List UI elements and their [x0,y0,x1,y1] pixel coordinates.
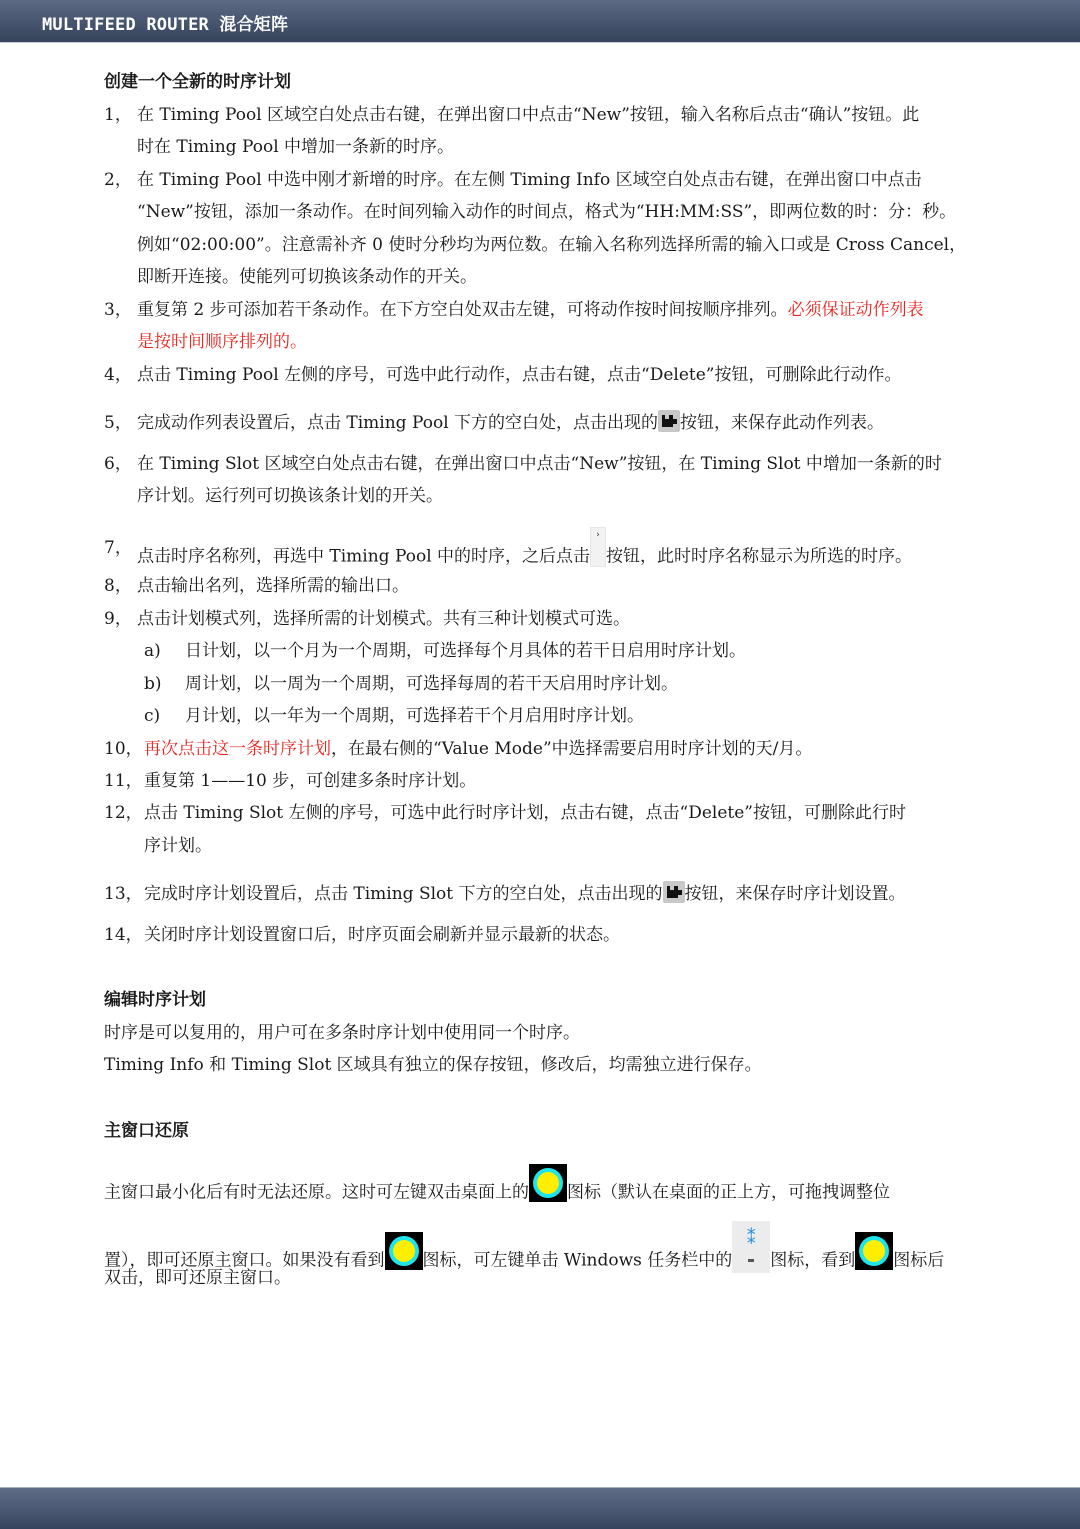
sub-label-a: a) [144,641,161,661]
step-number-2: 2， [104,170,132,190]
step-number-11: 11， [104,771,143,791]
step-number-6: 6， [104,454,132,474]
step-number-9: 9， [104,609,132,629]
step-2-line-4: 即断开连接。使能列可切换该条动作的开关。 [137,267,477,287]
desktop-restore-icon [529,1164,567,1202]
header-title: MULTIFEED ROUTER 混合矩阵 [42,15,289,35]
edit-paragraph-2: Timing Info 和 Timing Slot 区域具有独立的保存按钮，修改后，均需独立进行保存。 [104,1055,762,1075]
step-3-text: 重复第 2 步可添加若干条动作。在下方空白处双击左键，可将动作按时间按顺序排列。 [137,300,788,320]
step-1-line-2: 时在 Timing Pool 中增加一条新的时序。 [137,137,455,157]
save-icon [658,410,680,432]
taskbar-app-icon: ⁑ [732,1221,770,1273]
step-number-8: 8， [104,576,132,596]
step-12-line-2: 序计划。 [144,836,212,856]
step-14-line-1: 关闭时序计划设置窗口后，时序页面会刷新并显示最新的状态。 [144,925,620,945]
section-title-create: 创建一个全新的时序计划 [104,72,291,92]
step-10-line-1 [144,738,812,760]
restore-text-2b: 图标，可左键单击 Windows 任务栏中的 [422,1250,733,1271]
step-1-line-1: 在 Timing Pool 区域空白处点击右键，在弹出窗口中点击“New”按钮，输入名称后点击“确认”按钮。此 [137,105,920,125]
step-6-line-1: 在 Timing Slot 区域空白处点击右键，在弹出窗口中点击“New”按钮，在 Timing Slot 中增加一条新的时 [137,454,942,474]
step-number-4: 4， [104,365,132,385]
page-footer [0,1487,1080,1529]
step-8-line-1: 点击输出名列，选择所需的输出口。 [137,576,409,596]
edit-paragraph-1: 时序是可以复用的，用户可在多条时序计划中使用同一个时序。 [104,1023,580,1043]
save-icon [663,881,685,903]
page-header [0,0,1080,43]
step-4-line-1: 点击 Timing Pool 左侧的序号，可选中此行动作，点击右键，点击“Delete”按钮，可删除此行动作。 [137,365,902,385]
step-3-line-1 [137,299,924,321]
step-10-text: ，在最右侧的“Value Mode”中选择需要启用时序计划的天/月。 [331,739,813,759]
step-12-line-1: 点击 Timing Slot 左侧的序号，可选中此行时序计划，点击右键，点击“Delete”按钮，可删除此行时 [144,803,906,823]
step-5-text-before: 完成动作列表设置后，点击 Timing Pool 下方的空白处，点击出现的 [137,413,659,433]
sub-item-b: 周计划，以一周为一个周期，可选择每周的若干天启用时序计划。 [185,674,678,694]
restore-line-3: 双击，即可还原主窗口。 [104,1268,291,1288]
step-number-1: 1， [104,105,132,125]
restore-text-2c: 图标，看到 [770,1250,856,1271]
step-3-warning-cont: 是按时间顺序排列的。 [137,332,307,352]
step-5-line-1 [137,412,884,435]
step-number-13: 13， [104,884,143,904]
step-number-7: 7， [104,538,132,558]
step-number-10: 10， [104,739,143,759]
step-13-line-1 [144,883,906,906]
step-13-text-before: 完成时序计划设置后，点击 Timing Slot 下方的空白处，点击出现的 [144,884,663,904]
step-number-12: 12， [104,803,143,823]
step-7-text-after: 按钮，此时时序名称显示为所选的时序。 [606,546,913,567]
sub-item-c: 月计划，以一年为一个周期，可选择若干个月启用时序计划。 [185,706,644,726]
sub-item-a: 日计划，以一个月为一个周期，可选择每个月具体的若干日启用时序计划。 [185,641,746,661]
restore-text-1b: 图标（默认在桌面的正上方，可拖拽调整位 [567,1182,890,1203]
section-title-edit: 编辑时序计划 [104,990,206,1010]
step-10-highlight: 再次点击这一条时序计划 [144,739,331,759]
sub-label-c: c) [144,706,161,726]
arrow-button-icon: › [590,527,606,567]
step-6-line-2: 序计划。运行列可切换该条计划的开关。 [137,486,443,506]
step-13-text-after: 按钮，来保存时序计划设置。 [684,884,906,904]
restore-line-1 [104,1174,890,1212]
desktop-restore-icon [855,1232,893,1270]
step-number-3: 3， [104,300,132,320]
desktop-restore-icon [385,1232,423,1270]
step-2-line-3: 例如“02:00:00”。注意需补齐 0 使时分秒均为两位数。在输入名称列选择所需的输入口或是 Cross Cancel， [137,235,967,255]
step-3-warning: 必须保证动作列表 [787,300,924,320]
step-number-14: 14， [104,925,143,945]
step-9-line-1: 点击计划模式列，选择所需的计划模式。共有三种计划模式可选。 [137,609,630,629]
step-2-line-2: “New”按钮，添加一条动作。在时间列输入动作的时间点，格式为“HH:MM:SS”，即两位数的时：分：秒。 [137,202,957,222]
step-7-line-1 [137,530,913,577]
restore-text-1a: 主窗口最小化后有时无法还原。这时可左键双击桌面上的 [104,1182,529,1203]
step-5-text-after: 按钮，来保存此动作列表。 [680,413,885,433]
step-number-5: 5， [104,413,132,433]
restore-text-2d: 图标后 [893,1250,945,1271]
step-11-line-1: 重复第 1——10 步，可创建多条时序计划。 [144,771,477,791]
step-7-text-before: 点击时序名称列，再选中 Timing Pool 中的时序，之后点击 [137,546,591,567]
section-title-restore: 主窗口还原 [104,1121,189,1141]
step-2-line-1: 在 Timing Pool 中选中刚才新增的时序。在左侧 Timing Info 区域空白处点击右键，在弹出窗口中点击 [137,170,922,190]
sub-label-b: b) [144,674,162,694]
restore-text-2a: 置），即可还原主窗口。如果没有看到 [104,1250,385,1271]
